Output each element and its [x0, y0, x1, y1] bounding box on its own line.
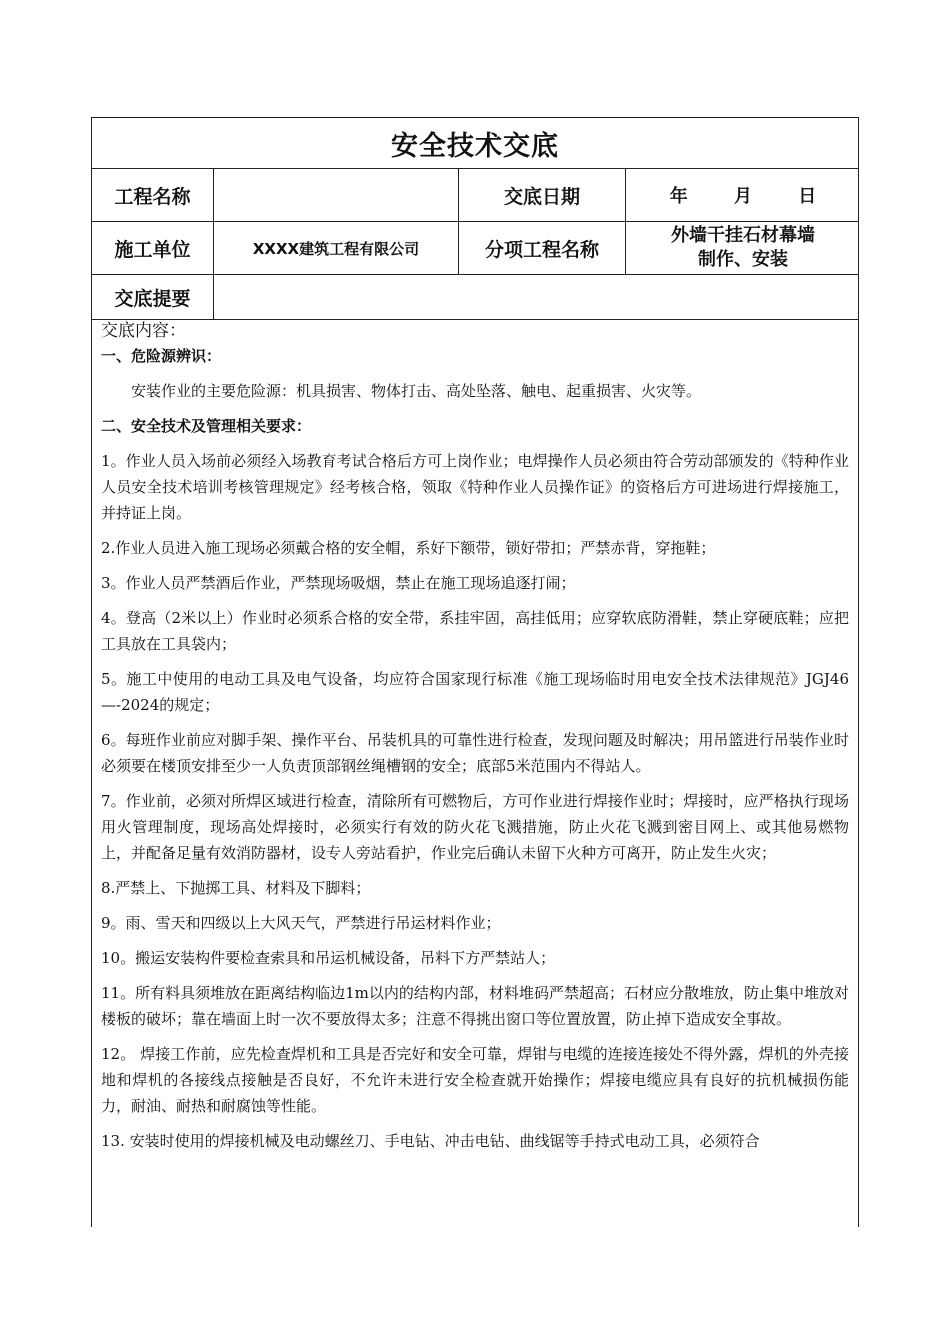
- title-row: [92, 118, 858, 169]
- section2-title: 二、安全技术及管理相关要求：: [101, 417, 312, 435]
- list-item: 13. 安装时使用的焊接机械及电动螺丝刀、手电钻、冲击电钻、曲线锯等手持式电动工具，必须符合: [101, 1132, 760, 1150]
- safety-briefing-form: [91, 117, 859, 1227]
- list-item: 10。搬运安装构件要检查索具和吊运机械设备，吊料下方严禁站人；: [101, 949, 556, 967]
- list-item: 7。作业前，必须对所焊区域进行检查，清除所有可燃物后，方可作业进行焊接作业时；焊接时，应严格执行现场用火管理制度，现场高处焊接时，必须实行有效的防火花飞溅措施，防止火花飞溅到密目网上、或其他易燃物上，并配备足量有效消防器材，设专人旁站看护，作业完后确认未留下火种方可离开，防止发生火灾；: [101, 792, 849, 862]
- list-item: 6。每班作业前应对脚手架、操作平台、吊装机具的可靠性进行检查，发现问题及时解决；用吊篮进行吊装作业时必须要在楼顶安排至少一人负责顶部钢丝绳槽钢的安全；底部5米范围内不得站人。: [101, 731, 849, 775]
- list-item: 1。作业人员入场前必须经入场教育考试合格后方可上岗作业；电焊操作人员必须由符合劳动部颁发的《特种作业人员安全技术培训考核管理规定》经考核合格，领取《特种作业人员操作证》的资格后方可进场进行焊接施工，并持证上岗。: [101, 452, 849, 522]
- list-item: 2.作业人员进入施工现场必须戴合格的安全帽，系好下额带，锁好带扣；严禁赤背，穿拖鞋；: [101, 539, 716, 557]
- summary-label: 交底提要: [92, 275, 214, 319]
- list-item: 8.严禁上、下抛掷工具、材料及下脚料；: [101, 879, 371, 897]
- content-intro: 交底内容：: [101, 321, 186, 341]
- list-item: 4。登高（2米以上）作业时必须系合格的安全带，系挂牢固，高挂低用；应穿软底防滑鞋，禁止穿硬底鞋；应把工具放在工具袋内；: [101, 609, 849, 653]
- project-row: [92, 169, 858, 222]
- summary-value: [214, 275, 860, 319]
- date-label: 交底日期: [459, 169, 626, 221]
- briefing-content: [92, 319, 858, 1154]
- list-item: 9。雨、雪天和四级以上大风天气，严禁进行吊运材料作业；: [101, 914, 501, 932]
- contractor-value: XXXX建筑工程有限公司: [214, 222, 459, 274]
- list-item: 11。所有料具须堆放在距离结构临边1m以内的结构内部，材料堆码严禁超高；石材应分散堆放，防止集中堆放对楼板的破坏；靠在墙面上时一次不要放得太多；注意不得挑出窗口等位置放置，防止掉下造成安全事故。: [101, 984, 849, 1028]
- subproject-value-line1: 外墙干挂石材幕墙: [671, 225, 815, 246]
- project-name-label: 工程名称: [92, 169, 214, 221]
- project-name-value: [214, 169, 459, 221]
- list-item: 5。施工中使用的电动工具及电气设备，均应符合国家现行标准《施工现场临时用电安全技术法律规范》JGJ46—-2024的规定；: [101, 670, 849, 714]
- subproject-value: [626, 222, 860, 274]
- date-value: 年 月 日: [669, 186, 817, 207]
- list-item: 3。作业人员严禁酒后作业，严禁现场吸烟，禁止在施工现场追逐打闹；: [101, 574, 576, 592]
- page-title: 安全技术交底: [391, 130, 559, 162]
- subproject-label: 分项工程名称: [459, 222, 626, 274]
- summary-row: [92, 275, 858, 320]
- contractor-row: [92, 222, 858, 275]
- list-item: 12。 焊接工作前，应先检查焊机和工具是否完好和安全可靠，焊钳与电缆的连接连接处不得外露，焊机的外壳接地和焊机的各接线点接触是否良好，不允许未进行安全检查就开始操作；焊接电缆应具有良好的抗机械损伤能力，耐油、耐热和耐腐蚀等性能。: [101, 1045, 849, 1115]
- subproject-value-line2: 制作、安装: [698, 249, 788, 270]
- contractor-label: 施工单位: [92, 222, 214, 274]
- section1-text: 安装作业的主要危险源：机具损害、物体打击、高处坠落、触电、起重损害、火灾等。: [131, 382, 702, 400]
- section1-title: 一、危险源辨识：: [101, 347, 222, 365]
